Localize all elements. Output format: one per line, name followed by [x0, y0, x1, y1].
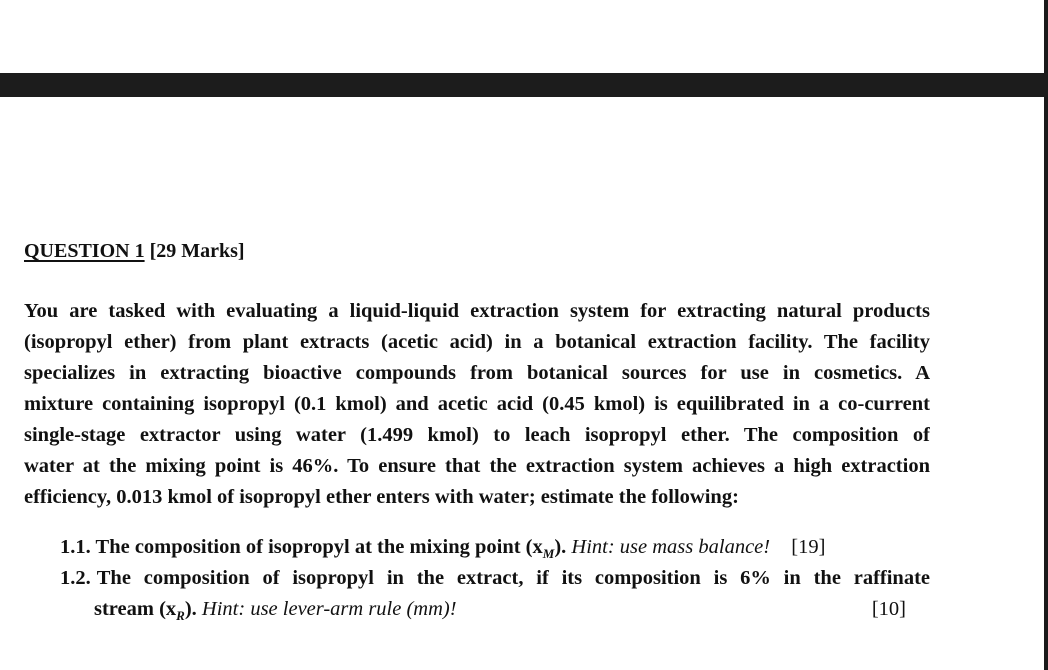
paragraph-line: water at the mixing point is 46%. To ensure that the extraction system achieves a high extraction [24, 455, 930, 477]
subquestion-text: The composition of isopropyl at the mixing point (x [95, 536, 543, 558]
subquestion-text: The composition of isopropyl in the extract, if its composition is 6% in the raffinate [96, 567, 930, 589]
subquestion-1-2 [60, 563, 930, 594]
subquestion-marks: [19] [791, 536, 826, 558]
subquestion-number: 1.1. [60, 536, 91, 558]
question-heading [24, 240, 245, 263]
subquestion-after: ). [554, 536, 567, 558]
paragraph-line: You are tasked with evaluating a liquid-liquid extraction system for extracting natural products [24, 300, 930, 322]
subquestion-hint: Hint: use mass balance! [571, 536, 771, 558]
subquestion-text: stream (x [94, 598, 177, 620]
paragraph-line: (isopropyl ether) from plant extracts (acetic acid) in a botanical extraction facility. The facility [24, 331, 930, 353]
paragraph-line: efficiency, 0.013 kmol of isopropyl ether enters with water; estimate the following: [24, 486, 739, 508]
paragraph-line: single-stage extractor using water (1.499 kmol) to leach isopropyl ether. The composition of [24, 424, 930, 446]
header-bar [0, 73, 1048, 97]
subquestion-1-2-continued [60, 594, 930, 625]
paragraph-line: mixture containing isopropyl (0.1 kmol) and acetic acid (0.45 kmol) is equilibrated in a co-current [24, 393, 930, 415]
subquestion-hint: Hint: use lever-arm rule (mm)! [201, 598, 457, 620]
question-title: QUESTION 1 [24, 240, 145, 262]
subquestion-list [60, 532, 930, 625]
subquestion-number: 1.2. [60, 567, 91, 589]
subscript: R [176, 608, 185, 624]
subquestion-1-1 [60, 532, 930, 563]
subquestion-marks: [10] [871, 598, 906, 620]
subscript: M [542, 546, 555, 562]
question-paragraph [24, 296, 930, 513]
question-marks: [29 Marks] [149, 240, 245, 262]
paragraph-line: specializes in extracting bioactive compounds from botanical sources for use in cosmetics. A [24, 362, 930, 384]
subquestion-after: ). [184, 598, 197, 620]
page-right-edge [1044, 0, 1048, 670]
